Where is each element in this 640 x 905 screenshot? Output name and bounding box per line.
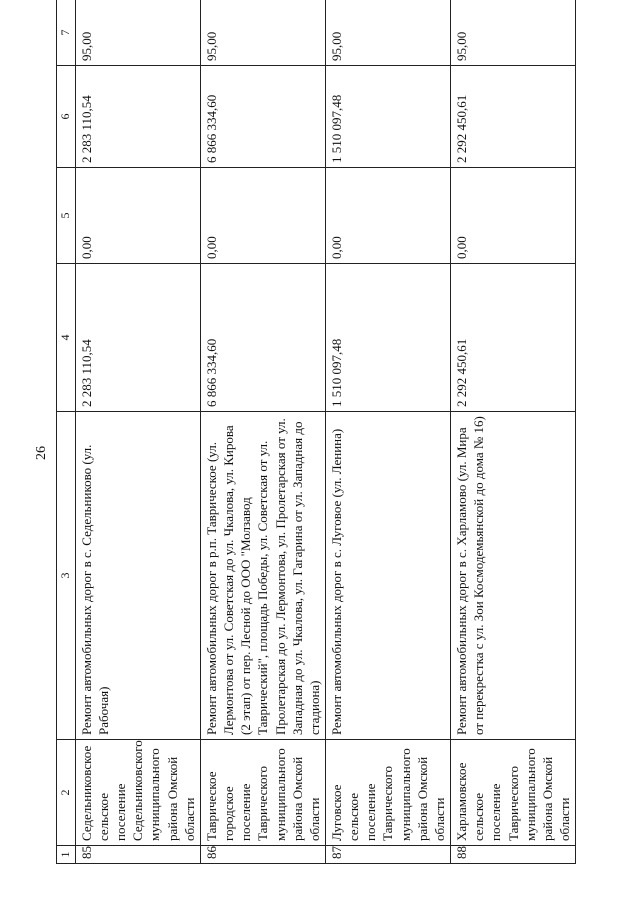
page-number: 26 [34,446,49,460]
row-number: 87 [326,846,451,864]
amount-cell: 1 510 097,48 [326,66,451,168]
column-header: 4 [57,264,76,412]
municipality-cell: Луговское сельское поселение Таврического муниципального района Омской области [326,740,451,846]
column-header: 1 [57,846,76,864]
amount-cell: 0,00 [451,168,576,264]
amount-cell: 2 292 450,61 [451,66,576,168]
rotated-table-container [56,0,618,864]
amount-cell: 6 866 334,60 [200,264,325,412]
description-cell: Ремонт автомобильных дорог в с. Седельниково (ул. Рабочая) [75,412,200,740]
description-cell: Ремонт автомобильных дорог в с. Луговое (ул. Ленина) [326,412,451,740]
amount-cell: 0,00 [200,168,325,264]
municipality-cell: Таврическое городское поселение Таврического муниципального района Омской области [200,740,325,846]
column-header: 3 [57,412,76,740]
row-number: 88 [451,846,576,864]
amount-cell: 1 510 097,48 [326,264,451,412]
municipality-cell: Седельниковское сельское поселение Седельниковского муниципального района Омской области [75,740,200,846]
percent-cell: 95,00 [200,0,325,66]
description-cell: Ремонт автомобильных дорог в р.п. Таврическое (ул. Лермонтова от ул. Советская до ул. Чкалова, ул. Кирова (2 этап) от пер. Лесной до ООО "Молзавод Таврический", площадь Победы, ул. Советская от ул. Пролетарская до ул. Лермонтова, ул. Пролетарская от ул. Западная до ул. Чкалова, ул. Гагарина от ул. Западная до стадиона) [200,412,325,740]
column-number-row [57,0,76,864]
table-row [326,0,451,864]
amount-cell: 2 283 110,54 [75,66,200,168]
amount-cell: 0,00 [75,168,200,264]
percent-cell: 95,00 [451,0,576,66]
table-row [200,0,325,864]
municipality-cell: Харламовское сельское поселение Таврического муниципального района Омской области [451,740,576,846]
column-header: 5 [57,168,76,264]
amount-cell: 0,00 [326,168,451,264]
column-header: 6 [57,66,76,168]
amount-cell: 2 283 110,54 [75,264,200,412]
row-number: 85 [75,846,200,864]
percent-cell: 95,00 [326,0,451,66]
subsidy-table [56,0,576,864]
column-header: 2 [57,740,76,846]
amount-cell: 2 292 450,61 [451,264,576,412]
table-row [451,0,576,864]
column-header: 7 [57,0,76,66]
row-number: 86 [200,846,325,864]
amount-cell: 6 866 334,60 [200,66,325,168]
percent-cell: 95,00 [75,0,200,66]
description-cell: Ремонт автомобильных дорог в с. Харламово (ул. Мира от перекрестка с ул. Зои Космодемьянской до дома № 16) [451,412,576,740]
table-row [75,0,200,864]
